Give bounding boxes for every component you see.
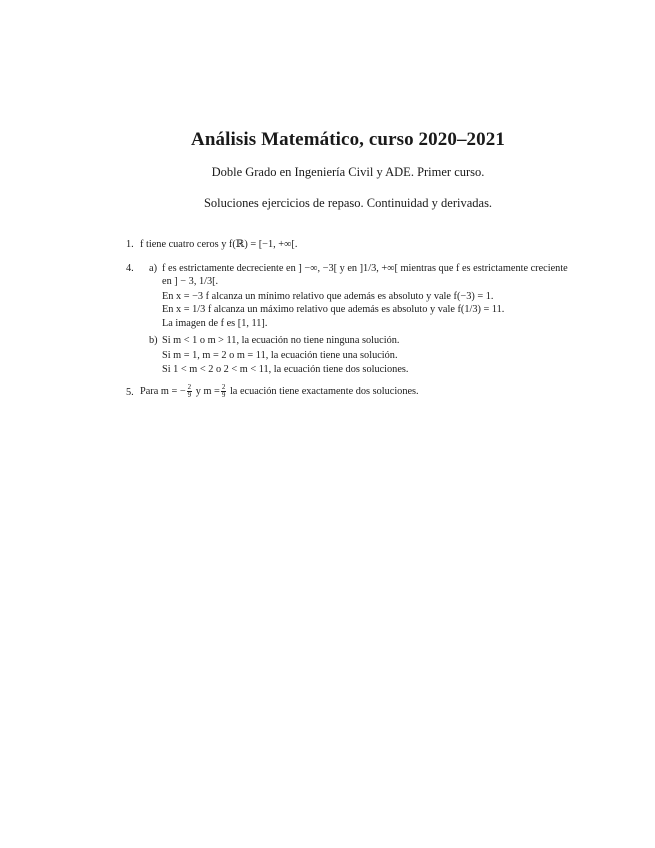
exercise-text-suffix: la ecuación tiene exactamente dos soluciones. [229, 385, 419, 397]
exercise-number: 5. [126, 387, 134, 398]
fraction-numerator: 2 [221, 383, 226, 391]
part-a-line-3: En x = −3 f alcanza un mínimo relativo que además es absoluto y vale f(−3) = 1. [162, 291, 494, 302]
exercise-text: f tiene cuatro ceros y f(ℝ) = [−1, +∞[. [140, 239, 298, 250]
page-title: Análisis Matemático, curso 2020–2021 [191, 129, 505, 150]
part-b-line-1: Si m < 1 o m > 11, la ecuación no tiene ninguna solución. [162, 335, 400, 346]
part-label: b) [149, 335, 158, 346]
exercise-text-prefix: Para m = − [140, 385, 186, 397]
fraction-numerator: 2 [187, 383, 192, 391]
part-b-line-3: Si 1 < m < 2 o 2 < m < 11, la ecuación tiene dos soluciones. [162, 364, 409, 375]
part-a-line-4: En x = 1/3 f alcanza un máximo relativo que además es absoluto y vale f(1/3) = 11. [162, 304, 505, 315]
part-b-line-2: Si m = 1, m = 2 o m = 11, la ecuación tiene una solución. [162, 350, 398, 361]
exercise-text [140, 384, 419, 399]
part-label: a) [149, 263, 157, 274]
exercise-number: 4. [126, 263, 134, 274]
fraction-denominator: 9 [221, 391, 226, 399]
part-a-line-5: La imagen de f es [1, 11]. [162, 318, 268, 329]
fraction [221, 384, 227, 399]
part-a-line-1: f es estrictamente decreciente en ] −∞, −3[ y en ]1/3, +∞[ mientras que f es estrictamente creciente [162, 263, 568, 274]
exercise-text-middle: y m = [195, 385, 220, 397]
fraction-denominator: 9 [187, 391, 192, 399]
course-subtitle: Doble Grado en Ingeniería Civil y ADE. Primer curso. [211, 165, 485, 179]
part-a-line-2: en ] − 3, 1/3[. [162, 276, 219, 287]
fraction [187, 384, 193, 399]
document-subtitle: Soluciones ejercicios de repaso. Continuidad y derivadas. [203, 196, 493, 210]
exercise-number: 1. [126, 239, 134, 250]
